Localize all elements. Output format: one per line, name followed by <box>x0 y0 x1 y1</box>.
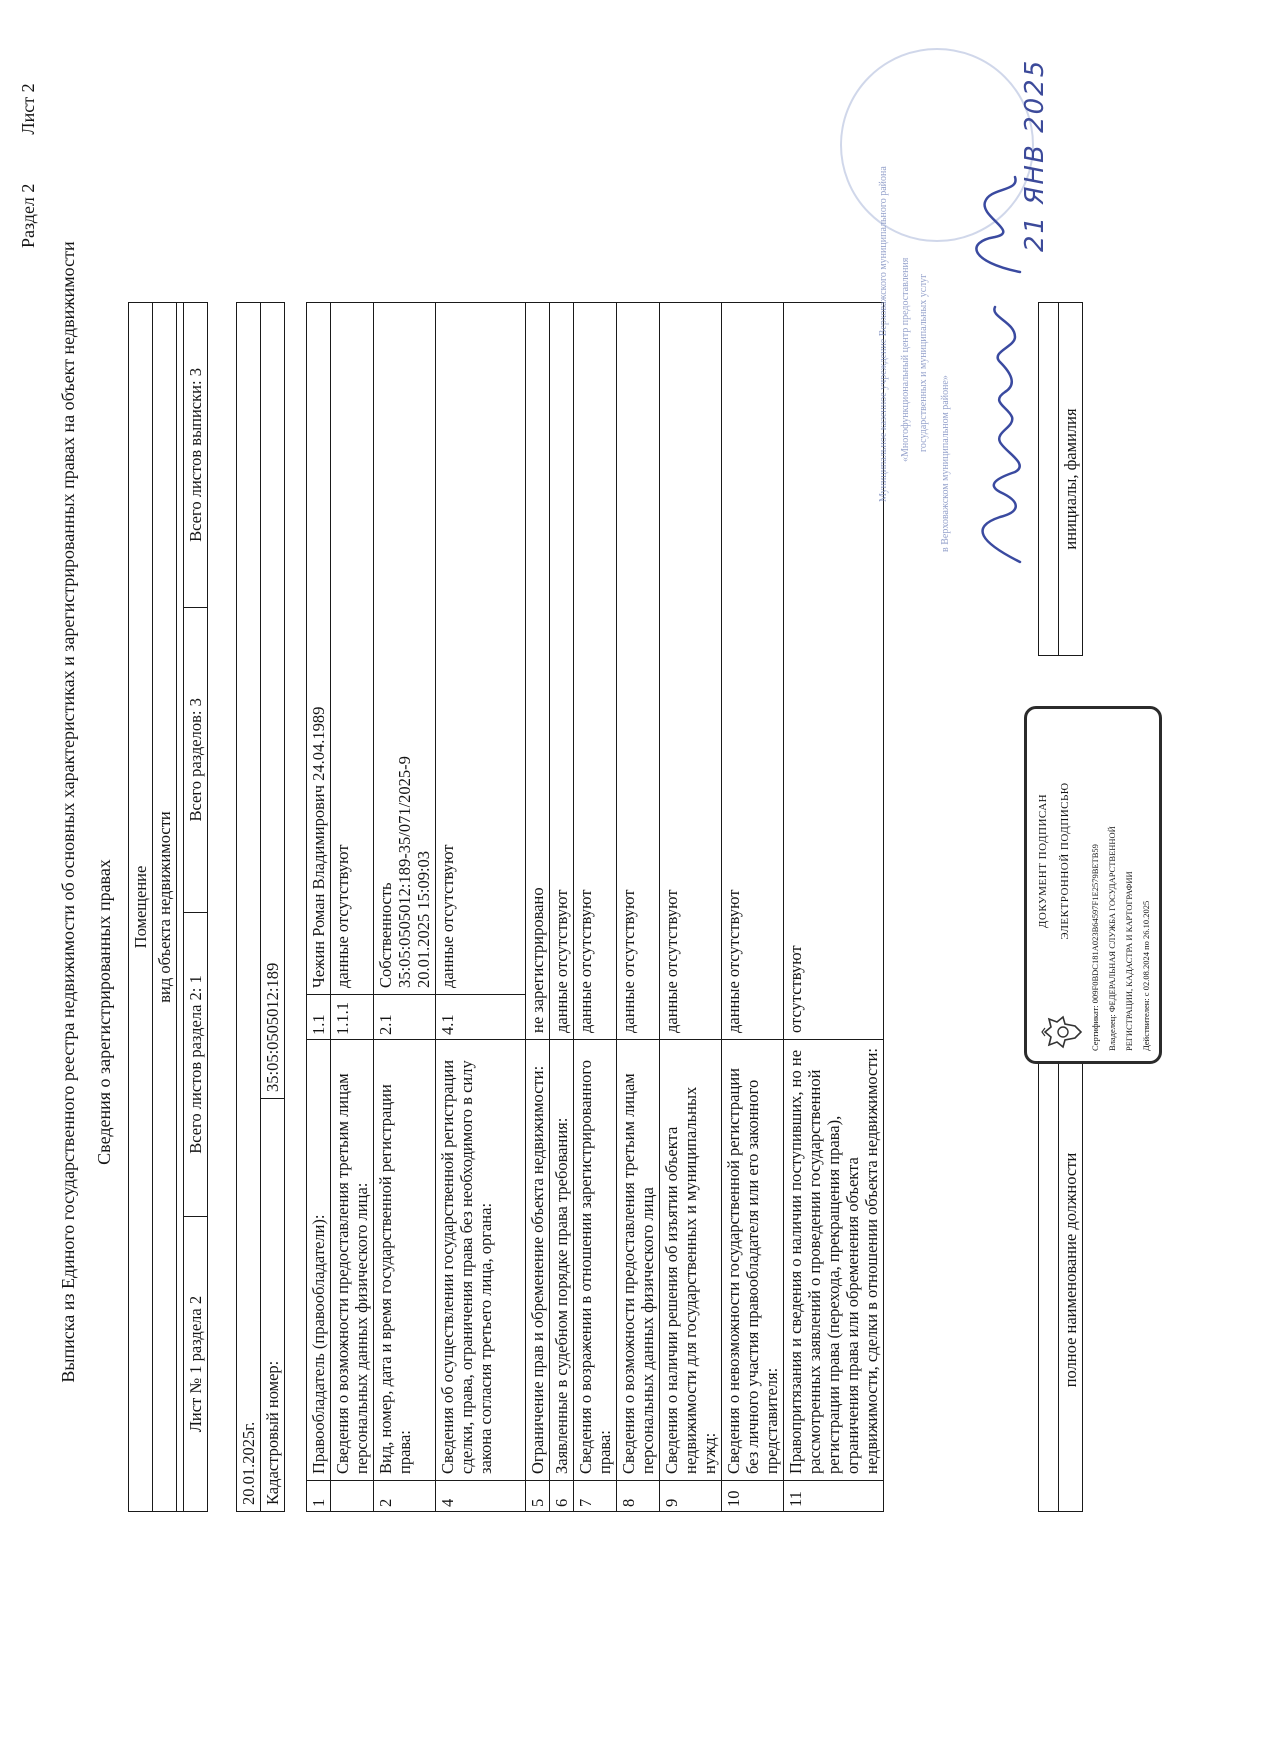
section-label: Раздел 2 <box>18 183 38 248</box>
row-label: Сведения о возможности предоставления третьим лицам персональных данных физического лица: <box>331 1040 374 1481</box>
table-row <box>722 303 784 1512</box>
document-subtitle: Сведения о зарегистрированных правах <box>94 859 114 1165</box>
row-number <box>331 1481 374 1512</box>
table-row <box>374 303 436 1512</box>
sheet-label: Лист 2 <box>18 83 38 135</box>
sheet-number: Лист № 1 раздела 2 <box>184 1217 208 1512</box>
row-code: 4.1 <box>436 995 526 1040</box>
row-label: Заявленные в судебном порядке права требования: <box>550 1040 574 1481</box>
document-title: Выписка из Единого государственного реестра недвижимости об основных характеристиках и зарегистрированных правах на объект недвижимости <box>58 241 78 1383</box>
extract-date: 20.01.2025г. <box>237 303 261 1512</box>
seal-text-2: «Многофункциональный центр предоставления <box>900 257 911 462</box>
stamp-certificate: Сертификат: 009F0BDC181A023B64597F1E2579BETB59 <box>1090 844 1100 1051</box>
object-info-table <box>128 302 208 1512</box>
registration-number: 35:05:0505012:189-35/071/2025-9 <box>395 756 414 988</box>
table-row <box>550 303 574 1512</box>
registration-datetime: 20.01.2025 15:09:03 <box>414 850 433 988</box>
row-number: 5 <box>526 1481 550 1512</box>
stamp-owner: Владелец: ФЕДЕРАЛЬНАЯ СЛУЖБА ГОСУДАРСТВЕННОЙ <box>1107 826 1117 1051</box>
row-value: отсутствуют <box>784 303 884 1040</box>
object-type-value: Помещение <box>129 303 153 1512</box>
row-label: Ограничение прав и обременение объекта недвижимости: <box>526 1040 550 1481</box>
object-type-caption: вид объекта недвижимости <box>153 303 177 1512</box>
row-label: Правообладатель (правообладатели): <box>307 1040 331 1481</box>
row-value: данные отсутствуют <box>574 303 617 1040</box>
row-number: 2 <box>374 1481 436 1512</box>
seal-text-3: государственных и муниципальных услуг <box>918 273 929 452</box>
row-label: Правопритязания и сведения о наличии поступивших, но не рассмотренных заявлений о проведении государственной регистрации права (перехода, прекращения права), ограничения права или обременения объекта недвижимости, сделки в отношении объекта недвижимости: <box>784 1040 884 1481</box>
seal-text-1: Муниципальное казенное учреждение Верховажского муниципального района <box>878 166 889 502</box>
stamp-details <box>1087 715 1155 1051</box>
row-value <box>374 303 436 995</box>
row-number: 7 <box>574 1481 617 1512</box>
row-number: 1 <box>307 1481 331 1512</box>
row-number: 8 <box>617 1481 660 1512</box>
row-number: 9 <box>660 1481 722 1512</box>
position-cell <box>1039 1029 1059 1512</box>
position-caption: полное наименование должности <box>1059 1029 1083 1512</box>
row-number: 6 <box>550 1481 574 1512</box>
rights-table <box>306 302 884 1512</box>
table-row <box>526 303 550 1512</box>
spacer-row <box>177 303 184 1512</box>
right-type: Собственность <box>376 882 395 988</box>
cadastral-table <box>236 302 285 1512</box>
row-value: Чежин Роман Владимирович 24.04.1989 <box>307 303 331 995</box>
table-row <box>331 303 374 1512</box>
row-code: 2.1 <box>374 995 436 1040</box>
stamp-validity: Действителен: с 02.08.2024 по 26.10.2025 <box>1141 900 1151 1051</box>
sheets-total: Всего листов выписки: 3 <box>184 303 208 608</box>
row-value: данные отсутствуют <box>550 303 574 1040</box>
row-value: данные отсутствуют <box>617 303 660 1040</box>
stamp-owner-cont: РЕГИСТРАЦИИ, КАДАСТРА И КАРТОГРАФИИ <box>1124 871 1134 1051</box>
stamp-title: ДОКУМЕНТ ПОДПИСАН <box>1037 793 1049 929</box>
row-label: Сведения о возможности предоставления третьим лицам персональных данных физического лица <box>617 1040 660 1481</box>
sections-total: Всего разделов: 3 <box>184 607 208 912</box>
row-number: 4 <box>436 1481 526 1512</box>
row-number: 11 <box>784 1481 884 1512</box>
table-row <box>436 303 526 1512</box>
row-code: 1.1 <box>307 995 331 1040</box>
stamp-subtitle: ЭЛЕКТРОННОЙ ПОДПИСЬЮ <box>1059 782 1071 940</box>
initials-caption: инициалы, фамилия <box>1059 303 1083 656</box>
row-label: Сведения о возражении в отношении зарегистрированного права: <box>574 1040 617 1481</box>
row-value: данные отсутствуют <box>660 303 722 1040</box>
cadastral-value: 35:05:0505012:189 <box>261 303 285 1099</box>
emblem-icon <box>1041 1013 1085 1051</box>
sheets-in-section: Всего листов раздела 2: 1 <box>184 912 208 1216</box>
row-value: данные отсутствуют <box>436 303 526 995</box>
row-value: данные отсутствуют <box>722 303 784 1040</box>
cadastral-label: Кадастровый номер: <box>261 1099 285 1512</box>
handwritten-date: 21 ЯНВ 2025 <box>1020 58 1050 252</box>
seal-text-4: в Верховажском муниципальном районе» <box>940 375 951 552</box>
initials-cell <box>1039 303 1059 656</box>
row-value: данные отсутствуют <box>331 303 374 995</box>
table-row <box>617 303 660 1512</box>
row-label: Сведения о невозможности государственной регистрации без личного участия правообладателя или его законного представителя: <box>722 1040 784 1481</box>
electronic-signature-stamp <box>1024 706 1162 1064</box>
table-row <box>784 303 884 1512</box>
row-label: Сведения о наличии решения об изъятии объекта недвижимости для государственных и муниципальных нужд: <box>660 1040 722 1481</box>
row-code: 1.1.1 <box>331 995 374 1040</box>
row-number: 10 <box>722 1481 784 1512</box>
table-row <box>307 303 331 1512</box>
table-row <box>574 303 617 1512</box>
section-sheet-header <box>18 28 39 248</box>
row-value: не зарегистрировано <box>526 303 550 1040</box>
table-row <box>660 303 722 1512</box>
row-label: Вид, номер, дата и время государственной регистрации права: <box>374 1040 436 1481</box>
row-label: Сведения об осуществлении государственной регистрации сделки, права, ограничения права без необходимого в силу закона согласия третьего лица, органа: <box>436 1040 526 1481</box>
